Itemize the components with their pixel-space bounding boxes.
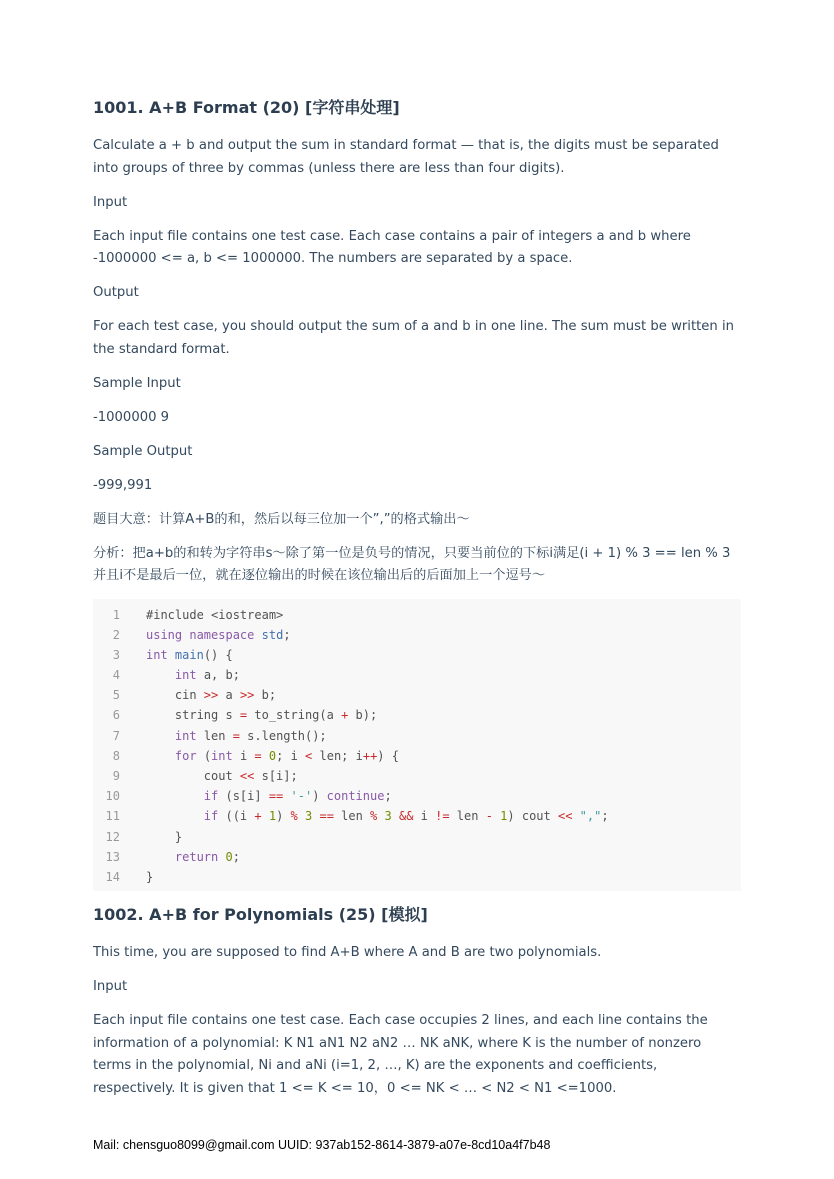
problem-1001-sample-input-heading: Sample Input xyxy=(93,375,181,391)
problem-1001-sample-output-heading: Sample Output xyxy=(93,443,193,459)
problem-1002-input-heading: Input xyxy=(93,979,128,995)
line-number: 13 xyxy=(105,849,120,864)
line-number: 4 xyxy=(112,668,120,683)
code-line: 4 int a, b; xyxy=(93,665,741,685)
code-line: 10 if (s[i] == '-') continue; xyxy=(93,786,741,806)
code-line: 8 for (int i = 0; i < len; i++) { xyxy=(93,746,741,766)
code-line: 11 if ((i + 1) % 3 == len % 3 && i != len - 1) cout << ","; xyxy=(93,806,741,826)
problem-1001-input-text: Each input file contains one test case. Each case contains a pair of integers a and b where -1000000 <= a, b <= 1000000. The numbers are separated by a space. xyxy=(93,228,691,266)
code-line: 14 } xyxy=(93,867,741,887)
line-number: 5 xyxy=(112,688,120,703)
code-block xyxy=(93,599,741,892)
line-number: 7 xyxy=(112,728,120,743)
line-number: 14 xyxy=(105,869,120,884)
code-line: 3 int main() { xyxy=(93,645,741,665)
line-number: 3 xyxy=(112,647,120,662)
code-line: 12 } xyxy=(93,827,741,847)
problem-1001-output-heading: Output xyxy=(93,285,139,300)
problem-1001-title: 1001. A+B Format (20) [字符串处理] xyxy=(93,98,400,117)
line-number: 6 xyxy=(112,708,120,723)
document-page xyxy=(93,96,741,1100)
line-number: 8 xyxy=(112,748,120,763)
problem-1001-description: Calculate a + b and output the sum in standard format — that is, the digits must be separated into groups of three by commas (unless there are less than four digits). xyxy=(93,138,719,176)
footer-mail-uuid: Mail: chensguo8099@gmail.com UUID: 937ab152-8614-3879-a07e-8cd10a4f7b48 xyxy=(93,1138,551,1152)
line-number: 1 xyxy=(112,607,120,622)
line-number: 11 xyxy=(105,809,120,824)
problem-1002-title: 1002. A+B for Polynomials (25) [模拟] xyxy=(93,905,428,925)
problem-1001-sample-output: -999,991 xyxy=(93,477,153,493)
code-line: 5 cin >> a >> b; xyxy=(93,685,741,705)
problem-1001-input-heading: Input xyxy=(93,194,128,210)
line-number: 12 xyxy=(105,829,120,844)
code-line: 1 #include <iostream> xyxy=(93,605,741,625)
problem-1001-output-text: For each test case, you should output the sum of a and b in one line. The sum must be written in the standard format. xyxy=(93,319,734,357)
code-line: 2 using namespace std; xyxy=(93,625,741,645)
code-line: 7 int len = s.length(); xyxy=(93,726,741,746)
line-number: 9 xyxy=(112,769,120,783)
line-number: 10 xyxy=(105,789,120,804)
problem-1001-summary: 题目大意：计算A+B的和，然后以每三位加一个”,”的格式输出～ xyxy=(93,511,470,527)
problem-1002-input-text: Each input file contains one test case. Each case occupies 2 lines, and each line contains the information of a polynomial: K N1 aN1 N2 aN2 … NK aNK, where K is the number of nonzero terms in the polynomial, Ni and aNi (i=1, 2, …, K) are the exponents and coefficients, respectively. It is given that 1 <= K <= 10，0 <= NK < … < N2 < N1 <=1000. xyxy=(93,1013,708,1096)
line-number: 2 xyxy=(112,627,120,642)
problem-1002-description: This time, you are supposed to find A+B where A and B are two polynomials. xyxy=(93,945,602,961)
problem-1001-analysis: 分析：把a+b的和转为字符串s～除了第一位是负号的情况，只要当前位的下标i满足(i + 1) % 3 == len % 3并且i不是最后一位，就在逐位输出的时候在该位输出后的后面加上一个逗号～ xyxy=(93,545,731,583)
code-line: 9 cout << s[i]; xyxy=(93,766,741,786)
code-line: 6 string s = to_string(a + b); xyxy=(93,705,741,725)
problem-1001-sample-input: -1000000 9 xyxy=(93,409,170,425)
code-line: 13 return 0; xyxy=(93,847,741,867)
